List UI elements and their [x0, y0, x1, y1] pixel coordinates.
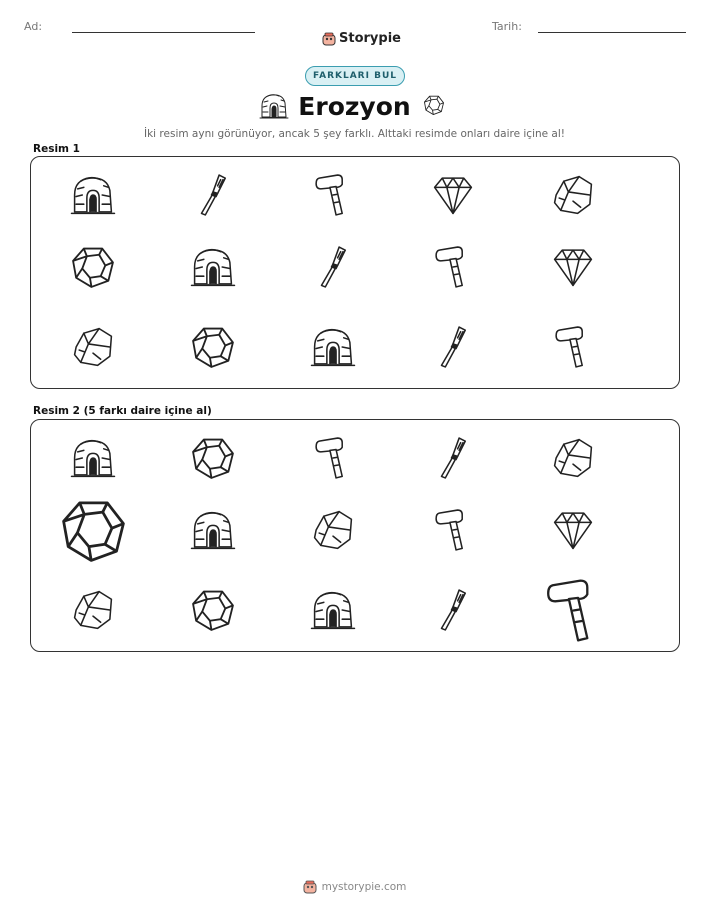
picture1-label: Resim 1: [33, 143, 80, 155]
activity-badge: FARKLARI BUL: [305, 66, 405, 86]
chisel-icon: [310, 244, 356, 290]
rock-icon[interactable]: [550, 435, 596, 481]
hammer-icon: [310, 172, 356, 218]
gem-icon: [190, 324, 236, 370]
diamond-icon: [430, 172, 476, 218]
gem-icon[interactable]: [190, 435, 236, 481]
arch-icon[interactable]: [190, 507, 236, 553]
rock-icon[interactable]: [70, 587, 116, 633]
hammer-icon: [550, 324, 596, 370]
arch-icon[interactable]: [310, 587, 356, 633]
picture2-label: Resim 2 (5 farkı daire içine al): [33, 405, 212, 417]
rock-icon[interactable]: [310, 507, 356, 553]
diamond-icon[interactable]: [550, 507, 596, 553]
chisel-icon[interactable]: [430, 587, 476, 633]
gem-icon: [70, 244, 116, 290]
arch-icon: [190, 244, 236, 290]
instructions: İki resim aynı görünüyor, ancak 5 şey farklı. Alttaki resimde onları daire içine al!: [144, 128, 565, 140]
brand-logo: [322, 31, 401, 46]
gem-icon[interactable]: [59, 496, 128, 565]
chisel-icon: [430, 324, 476, 370]
picture1-panel: [30, 156, 680, 389]
arch-icon: [310, 324, 356, 370]
storypie-logo-icon: [322, 32, 336, 46]
hammer-icon[interactable]: [310, 435, 356, 481]
brand-name: Storypie: [339, 31, 401, 46]
name-line: [72, 32, 255, 33]
arch-icon: [70, 172, 116, 218]
chisel-icon: [190, 172, 236, 218]
hammer-icon: [430, 244, 476, 290]
date-line: [538, 32, 686, 33]
hammer-icon[interactable]: [539, 576, 608, 645]
gem-icon[interactable]: [190, 587, 236, 633]
picture2-panel[interactable]: [30, 419, 680, 652]
hammer-icon[interactable]: [430, 507, 476, 553]
arch-icon: [258, 91, 290, 121]
storypie-logo-icon: [303, 880, 317, 894]
page-title: Erozyon: [298, 92, 411, 121]
gem-icon: [423, 93, 445, 117]
name-label: Ad:: [24, 20, 43, 33]
rock-icon: [550, 172, 596, 218]
date-label: Tarih:: [492, 20, 522, 33]
footer: [0, 880, 709, 894]
chisel-icon[interactable]: [430, 435, 476, 481]
worksheet-header: [0, 18, 709, 46]
rock-icon: [70, 324, 116, 370]
arch-icon[interactable]: [70, 435, 116, 481]
diamond-icon: [550, 244, 596, 290]
footer-url: mystorypie.com: [321, 881, 407, 893]
